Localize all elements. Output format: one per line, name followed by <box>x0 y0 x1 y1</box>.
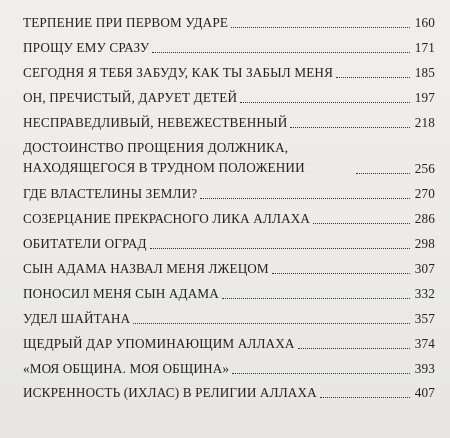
toc-entry-title: ОН, ПРЕЧИСТЫЙ, ДАРУЕТ ДЕТЕЙ <box>23 89 238 105</box>
toc-entry-page-number: 171 <box>414 39 435 55</box>
dot-leader <box>150 247 410 249</box>
toc-entry <box>23 235 435 253</box>
toc-entry-page-number: 286 <box>414 211 435 227</box>
toc-entry-page-number: 393 <box>414 360 435 376</box>
toc-entry-title: ПОНОСИЛ МЕНЯ СЫН АДАМА <box>23 285 219 301</box>
dot-leader <box>133 322 410 324</box>
toc-entry-title: СЕГОДНЯ Я ТЕБЯ ЗАБУДУ, КАК ТЫ ЗАБЫЛ МЕНЯ <box>23 64 334 80</box>
dot-leader <box>152 51 410 53</box>
dot-leader <box>290 126 410 128</box>
toc-entry-page-number: 185 <box>414 64 435 80</box>
dot-leader <box>298 347 410 349</box>
toc-entry <box>23 114 435 132</box>
toc-entry-title: ПРОЩУ ЕМУ СРАЗУ <box>23 39 150 55</box>
dot-leader <box>232 372 410 374</box>
toc-entry <box>23 210 435 228</box>
toc-entry-page-number: 270 <box>414 186 435 202</box>
dot-leader <box>240 101 410 103</box>
dot-leader <box>336 76 410 78</box>
toc-entry-title: ОБИТАТЕЛИ ОГРАД <box>23 236 147 252</box>
toc-entry <box>23 260 435 278</box>
toc-entry-title: ИСКРЕННОСТЬ (ИХЛАС) В РЕЛИГИИ АЛЛАХА <box>23 385 317 401</box>
toc-entry-title: СЫН АДАМА НАЗВАЛ МЕНЯ ЛЖЕЦОМ <box>23 261 269 277</box>
toc-entry-page-number: 407 <box>414 385 435 401</box>
toc-entry <box>23 384 435 402</box>
toc-entry <box>23 39 435 57</box>
toc-entry-page-number: 307 <box>414 261 435 277</box>
toc-entry-page-number: 256 <box>414 161 435 177</box>
toc-entry <box>23 310 435 328</box>
toc-entry <box>23 185 435 203</box>
toc-entry <box>23 360 435 378</box>
toc-entry-title: УДЕЛ ШАЙТАНА <box>23 310 131 326</box>
toc-entry-page-number: 197 <box>414 89 435 105</box>
dot-leader <box>356 172 410 174</box>
toc-entry-page-number: 298 <box>414 236 435 252</box>
dot-leader <box>200 197 410 199</box>
toc-entry <box>23 14 435 32</box>
dot-leader <box>231 26 410 28</box>
toc-entry-title: ГДЕ ВЛАСТЕЛИНЫ ЗЕМЛИ? <box>23 186 198 202</box>
toc-entry <box>23 64 435 82</box>
toc-entry <box>23 138 435 178</box>
dot-leader <box>313 222 410 224</box>
table-of-contents <box>23 14 435 402</box>
dot-leader <box>272 272 410 274</box>
dot-leader <box>320 396 410 398</box>
dot-leader <box>222 297 410 299</box>
toc-entry <box>23 335 435 353</box>
toc-entry-title: СОЗЕРЦАНИЕ ПРЕКРАСНОГО ЛИКА АЛЛАХА <box>23 211 311 227</box>
toc-entry-page-number: 218 <box>414 114 435 130</box>
toc-entry <box>23 285 435 303</box>
toc-entry-title: ЩЕДРЫЙ ДАР УПОМИНАЮЩИМ АЛЛАХА <box>23 335 295 351</box>
toc-entry-page-number: 160 <box>414 15 435 30</box>
toc-entry-title: ТЕРПЕНИЕ ПРИ ПЕРВОМ УДАРЕ <box>23 15 229 30</box>
toc-entry-page-number: 357 <box>414 310 435 326</box>
toc-entry-title: НЕСПРАВЕДЛИВЫЙ, НЕВЕЖЕСТВЕННЫЙ <box>23 114 288 130</box>
toc-entry-title: ДОСТОИНСТВО ПРОЩЕНИЯ ДОЛЖНИКА, НАХОДЯЩЕГОСЯ В ТРУДНОМ ПОЛОЖЕНИИ <box>23 140 305 176</box>
toc-entry-page-number: 374 <box>414 335 435 351</box>
toc-entry-page-number: 332 <box>414 285 435 301</box>
toc-entry <box>23 89 435 107</box>
toc-entry-title: «МОЯ ОБЩИНА. МОЯ ОБЩИНА» <box>23 360 230 376</box>
